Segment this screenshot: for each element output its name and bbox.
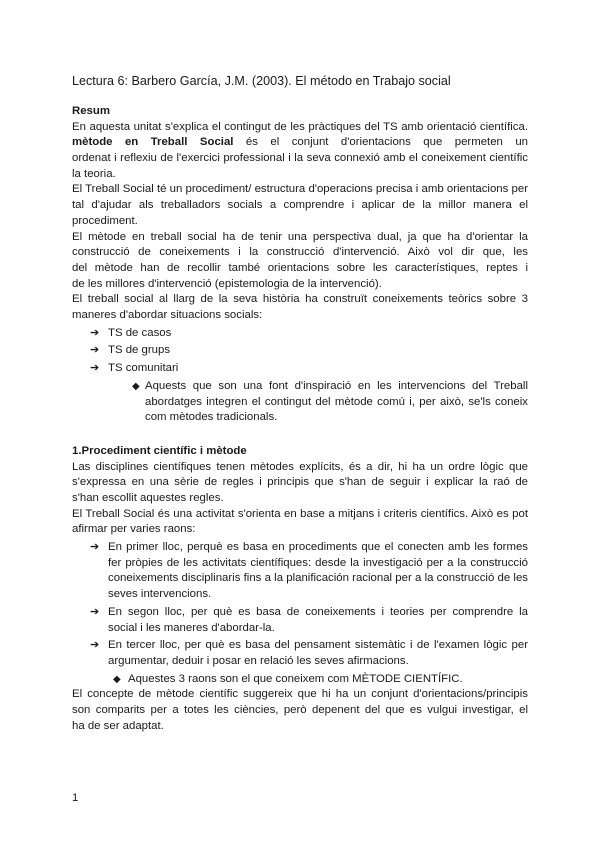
arrow-list-item xyxy=(72,638,528,669)
arrow-list-item xyxy=(72,540,528,603)
paragraph xyxy=(72,507,528,538)
diamond-list-item xyxy=(72,379,528,426)
text-line: seves intervencions. xyxy=(108,588,212,601)
paragraph xyxy=(72,120,528,183)
arrow-list-item xyxy=(72,605,528,636)
text-line: son comparits per a totes les ciències, però depenent del que es vulgui investigar, el xyxy=(72,704,528,716)
arrow-bullet-icon: ➔ xyxy=(90,344,100,357)
text-line: ordenat i reflexiu de l'exercici professional i la seva connexió amb el coneixement científic xyxy=(72,152,528,165)
text-line: Resum xyxy=(72,105,110,117)
text-line: TS comunitari xyxy=(108,362,179,375)
text-line: TS de grups xyxy=(108,344,171,357)
text-line: maneres d'abordar situacions socials: xyxy=(72,309,263,321)
paragraph xyxy=(72,687,528,734)
text-line: argumentar, deduir i posar en relació les seves afirmacions. xyxy=(108,654,409,667)
text-line: En aquesta unitat s'explica el contingut de les pràctiques del TS amb orientació científica. xyxy=(72,120,528,133)
text-line: la teoria. xyxy=(72,167,116,180)
text-line: El treball social al llarg de la seva història ha construït coneixements teòrics sobre 3 xyxy=(72,293,528,306)
diamond-bullet-icon: ◆ xyxy=(113,673,121,685)
text-line: construcció de coneixements i la construcció d'intervenció. Això vol dir que, les xyxy=(72,246,528,259)
document-page xyxy=(72,73,528,734)
text-line: TS de casos xyxy=(108,326,172,339)
text-line: Aquestes 3 raons son el que coneixem com MÈTODE CIENTÍFIC. xyxy=(128,672,463,685)
text-line: afirmar per varies raons: xyxy=(72,523,196,536)
arrow-bullet-icon: ➔ xyxy=(90,639,100,652)
text-line: 1.Procediment científic i mètode xyxy=(72,444,247,457)
paragraph xyxy=(72,230,528,293)
paragraph xyxy=(72,460,528,507)
text-line: social i les maneres d'abordar-la. xyxy=(108,621,275,634)
text-line: s'expressa en una sèrie de regles i principis que s'han de seguir i explicar la raó de xyxy=(72,476,528,489)
text-line: coneixements disciplinaris fins a la planificación racional per a la construcció de les xyxy=(108,572,528,585)
text-line: En segon lloc, per què es basa de coneixements i teories per comprendre la xyxy=(108,605,528,618)
document-body xyxy=(72,104,528,734)
text-line: com mètodes tradicionals. xyxy=(145,411,278,424)
text-line: procediment. xyxy=(72,214,138,227)
text-line: abordatges integren el contingut del mètode comú i, per això, se'ls coneix xyxy=(145,395,528,408)
arrow-bullet-icon: ➔ xyxy=(90,605,100,618)
text-line: ha de ser adaptat. xyxy=(72,719,164,732)
text-line: El Treball Social té un procediment/ estructura d'operacions precisa i amb orientacions per xyxy=(72,183,528,196)
document-title: Lectura 6: Barbero García, J.M. (2003). El método en Trabajo social xyxy=(72,74,451,88)
text-line: fer pròpies de les activitats científiques: desde la investigació per a la construcció xyxy=(108,556,528,569)
diamond-list-item xyxy=(72,672,528,688)
bold-term: mètode en Treball Social xyxy=(72,136,234,149)
text-line: s'han escollit aquestes regles. xyxy=(72,491,224,504)
section-heading xyxy=(72,104,528,120)
arrow-bullet-icon: ➔ xyxy=(90,541,100,554)
spacer xyxy=(72,426,528,444)
text-line: del mètode han de recollir també orientacions sobre les característiques, reptes i xyxy=(72,261,528,274)
text-line: de les millores d'intervenció (epistemologia de la intervenció). xyxy=(72,277,382,290)
arrow-bullet-icon: ➔ xyxy=(90,362,100,375)
text-line: Aquests que son una font d'inspiració en les intervencions del Treball xyxy=(145,379,528,392)
text-line: tal d'ajudar als treballadors socials a comprendre i aplicar de la millor manera el xyxy=(72,199,528,212)
section-heading xyxy=(72,444,528,460)
diamond-bullet-icon: ◆ xyxy=(132,380,140,392)
arrow-bullet-icon: ➔ xyxy=(90,326,100,339)
text-line: El mètode en treball social ha de tenir una perspectiva dual, ja que ha d'orientar la xyxy=(72,230,528,243)
paragraph xyxy=(72,182,528,229)
text-line: Las disciplines científiques tenen mètodes explícits, és a dir, hi ha un ordre lògic que xyxy=(72,460,528,473)
paragraph xyxy=(72,292,528,323)
line-text: és el conjunt d'orientacions que permeten un xyxy=(245,136,528,149)
text-line: El concepte de mètode científic suggereix que hi ha un conjunt d'orientacions/principis xyxy=(72,688,528,701)
page-number: 1 xyxy=(72,792,79,804)
arrow-list-item xyxy=(72,343,528,359)
arrow-list-item xyxy=(72,326,528,342)
text-line: En primer lloc, perquè es basa en procediments que el conecten amb les formes xyxy=(108,541,528,554)
text-line: El Treball Social és una activitat s'orienta en base a mitjans i criteris científics. Això es pot xyxy=(72,507,528,520)
text-line: En tercer lloc, per què es basa del pensament sistemàtic i de l'examen lògic per xyxy=(108,639,528,652)
arrow-list-item xyxy=(72,361,528,377)
text-line xyxy=(72,135,528,151)
